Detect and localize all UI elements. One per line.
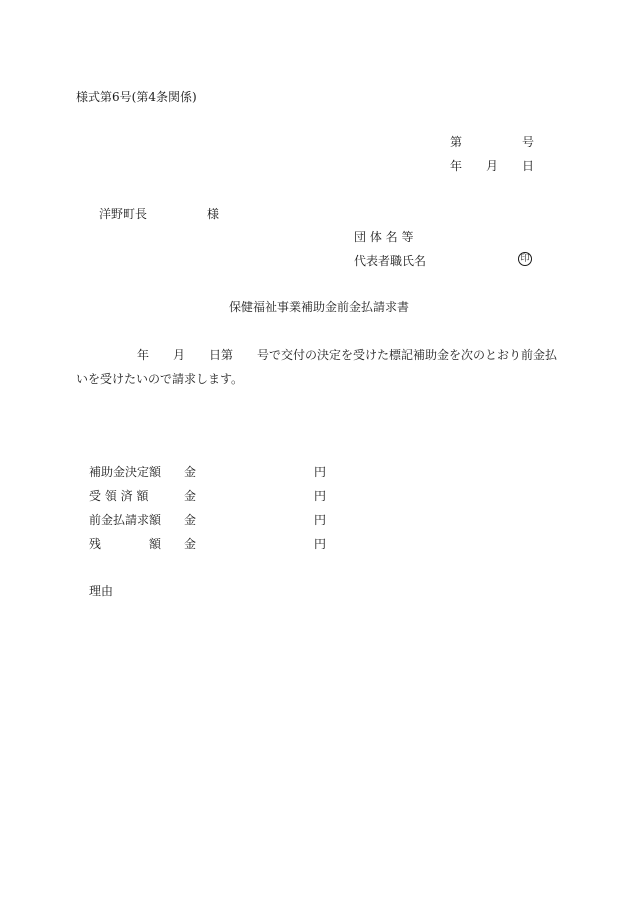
amount-label-received: 受 領 済 額 — [89, 489, 149, 503]
addressee-honorific: 様 — [207, 207, 220, 221]
doc-number-prefix: 第 — [450, 135, 463, 149]
form-label: 様式第6号(第4条関係) — [76, 90, 197, 104]
amount-unit-received: 円 — [314, 489, 327, 503]
doc-number-suffix: 号 — [522, 135, 535, 149]
amount-label-remaining: 残 額 — [89, 537, 162, 551]
body-line1-text: 号で交付の決定を受けた標記補助金を次のとおり前金払 — [257, 348, 558, 362]
amount-prefix-received: 金 — [184, 489, 197, 503]
amount-prefix-decided: 金 — [184, 465, 197, 479]
doc-date-month: 月 — [486, 159, 499, 173]
doc-date-day: 日 — [522, 159, 535, 173]
amount-label-decided: 補助金決定額 — [89, 465, 162, 479]
amount-label-advance: 前金払請求額 — [89, 513, 162, 527]
amount-prefix-advance: 金 — [184, 513, 197, 527]
amount-prefix-remaining: 金 — [184, 537, 197, 551]
reason-label: 理由 — [89, 584, 114, 598]
addressee-name: 洋野町長 — [99, 207, 148, 221]
body-year: 年 — [137, 348, 150, 362]
seal-mark: 印 — [518, 252, 532, 266]
amount-unit-remaining: 円 — [314, 537, 327, 551]
body-line2-text: いを受けたいので請求します。 — [76, 372, 244, 386]
document-title: 保健福祉事業補助金前金払請求書 — [229, 300, 410, 314]
amount-unit-advance: 円 — [314, 513, 327, 527]
doc-date-year: 年 — [450, 159, 463, 173]
amount-unit-decided: 円 — [314, 465, 327, 479]
applicant-org-label: 団 体 名 等 — [354, 230, 414, 244]
body-day-number: 日第 — [209, 348, 234, 362]
applicant-rep-label: 代表者職氏名 — [354, 254, 427, 268]
body-month: 月 — [173, 348, 186, 362]
